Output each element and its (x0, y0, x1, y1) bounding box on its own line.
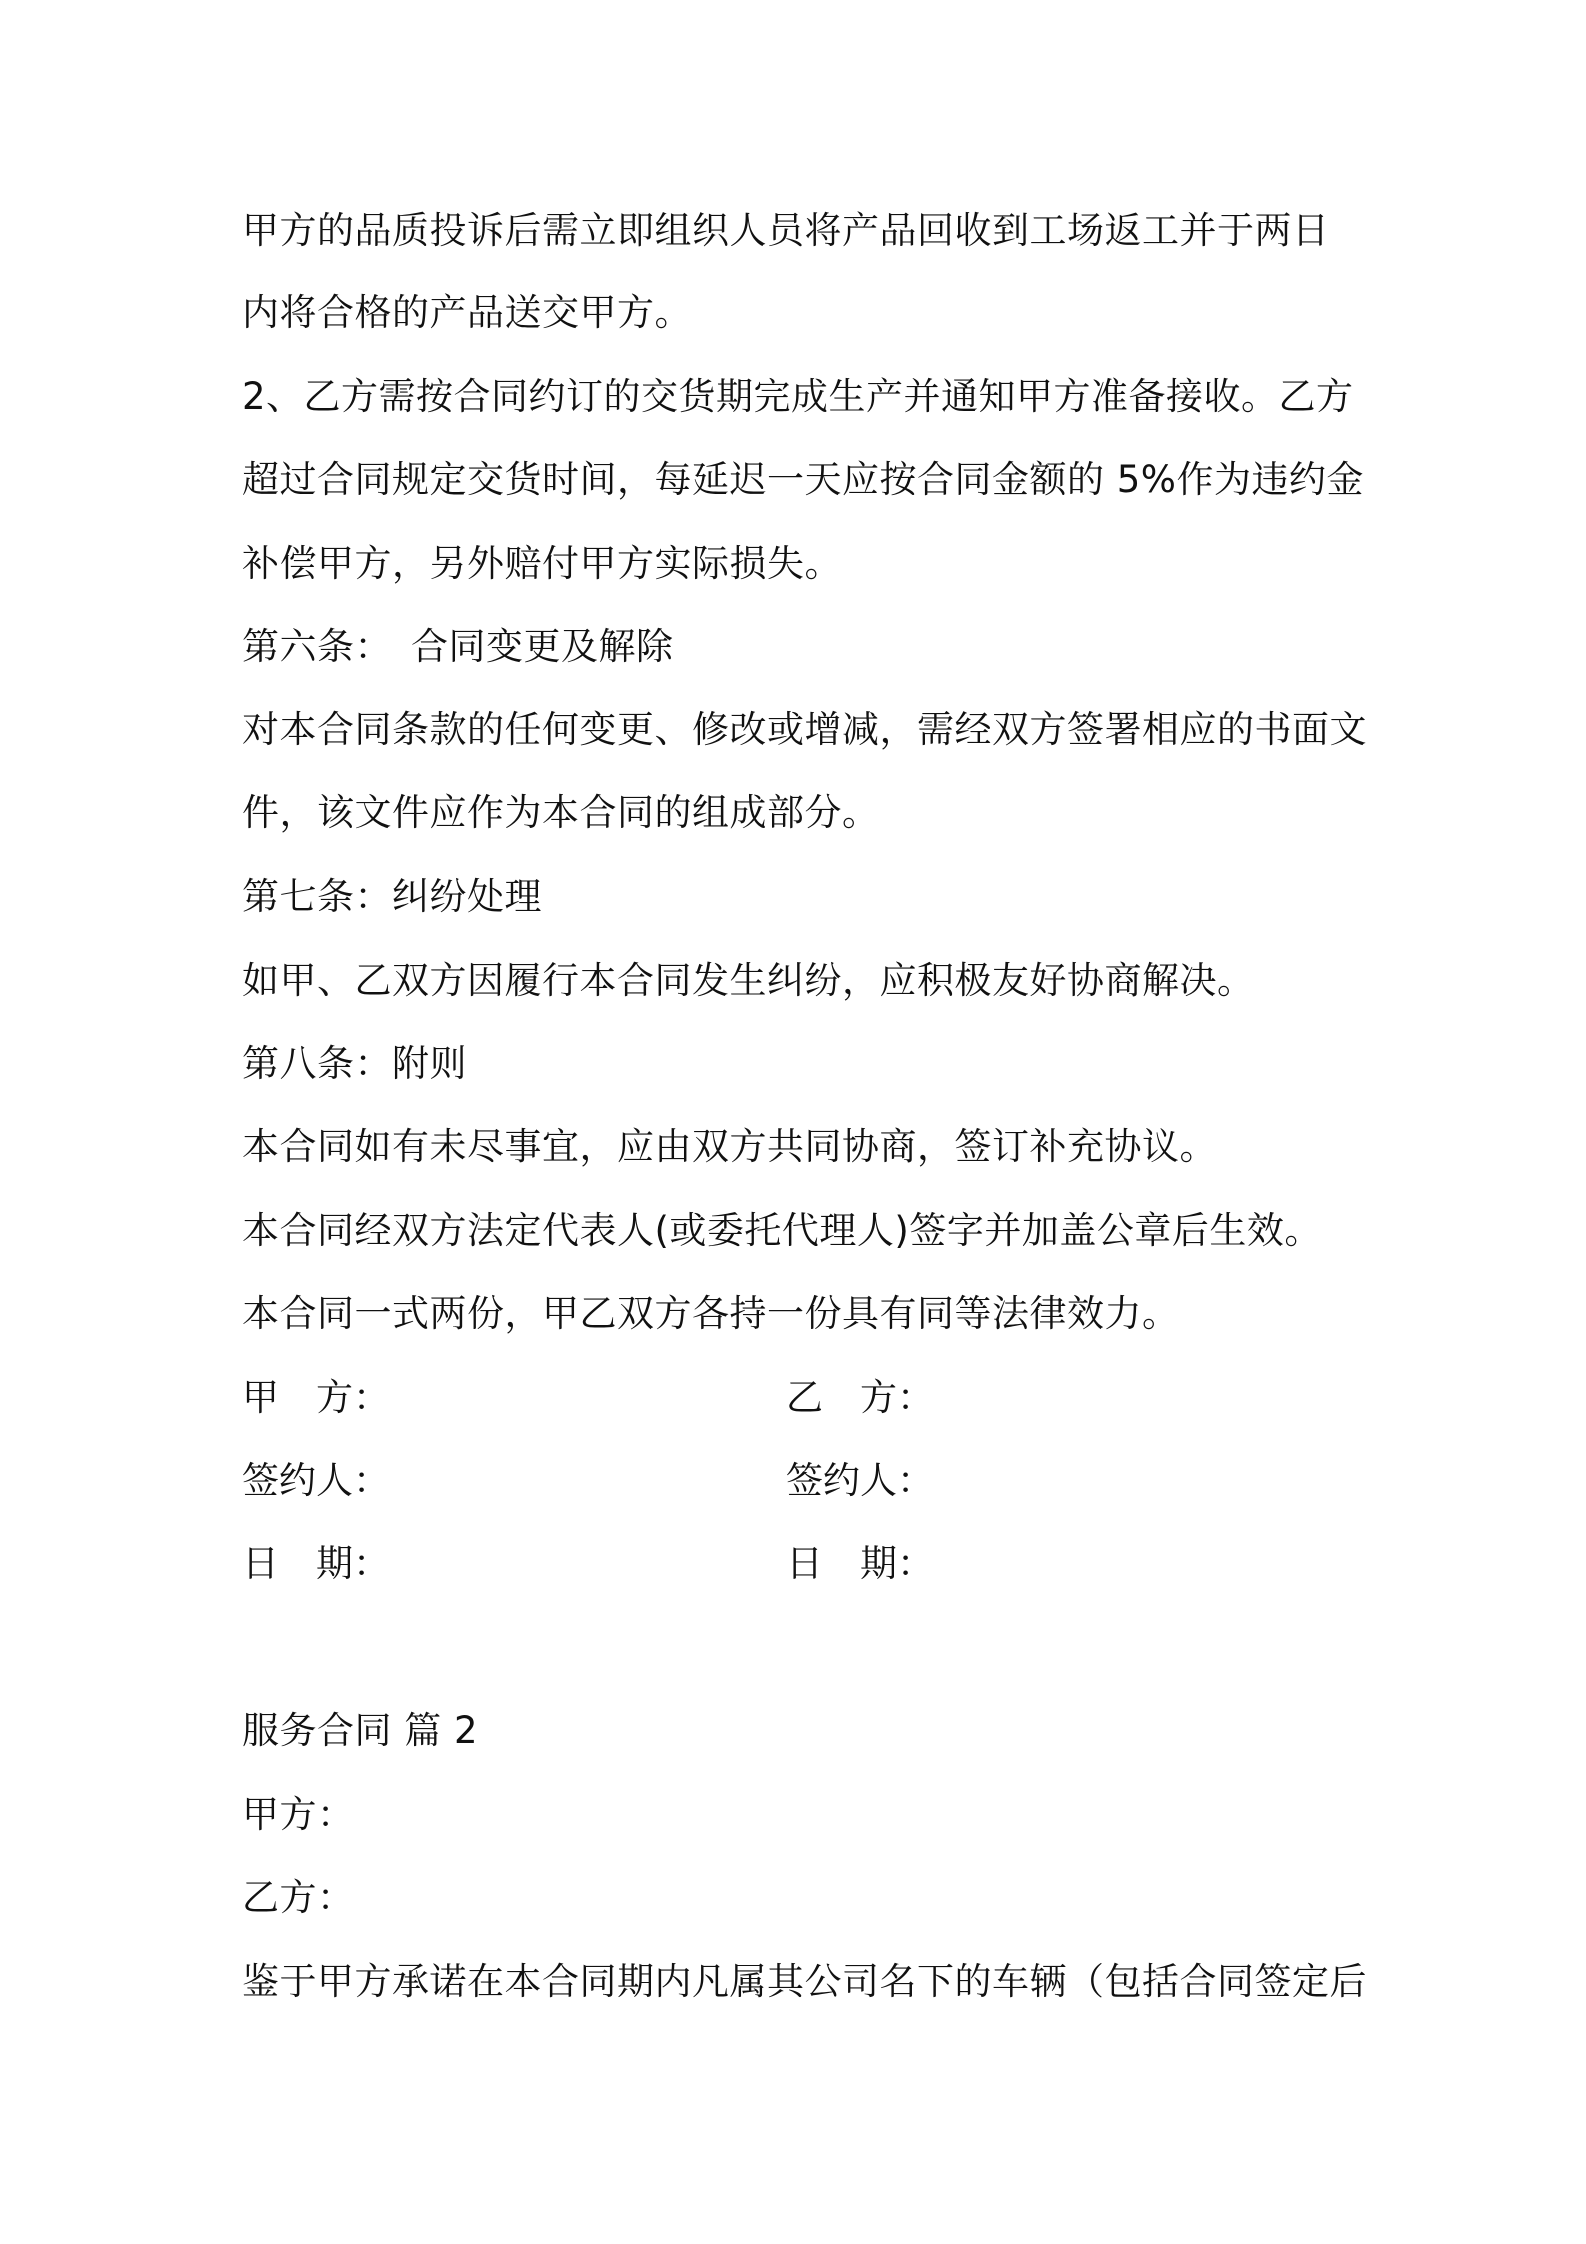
section-title: 服务合同 篇 2 (242, 1709, 479, 1752)
paragraph-line: 鉴于甲方承诺在本合同期内凡属其公司名下的车辆（包括合同签定后 (242, 1960, 1367, 2003)
party-b-label: 乙 方： (786, 1376, 934, 1419)
paragraph-line: 内将合格的产品送交甲方。 (242, 291, 692, 334)
article-heading: 第八条：附则 (242, 1042, 467, 1085)
signature-row-signer (242, 1457, 1362, 1505)
paragraph-line: 如甲、乙双方因履行本合同发生纠纷，应积极友好协商解决。 (242, 959, 1255, 1002)
paragraph-line: 本合同一式两份，甲乙双方各持一份具有同等法律效力。 (242, 1292, 1180, 1335)
date-b-label: 日 期： (786, 1542, 934, 1585)
paragraph-line: 对本合同条款的任何变更、修改或增减，需经双方签署相应的书面文 (242, 708, 1367, 751)
article-heading: 第七条：纠纷处理 (242, 875, 542, 918)
paragraph-line: 2、乙方需按合同约订的交货期完成生产并通知甲方准备接收。乙方 (242, 375, 1354, 418)
party-a-label: 甲 方： (242, 1376, 390, 1419)
signature-row-party (242, 1374, 1362, 1422)
paragraph-line: 甲方的品质投诉后需立即组织人员将产品回收到工场返工并于两日 (242, 209, 1330, 252)
paragraph-line: 补偿甲方，另外赔付甲方实际损失。 (242, 542, 842, 585)
paragraph-line: 超过合同规定交货时间，每延迟一天应按合同金额的 5%作为违约金 (242, 458, 1364, 501)
party-a-line: 甲方： (242, 1793, 355, 1836)
paragraph-line: 本合同如有未尽事宜，应由双方共同协商，签订补充协议。 (242, 1125, 1217, 1168)
date-a-label: 日 期： (242, 1542, 390, 1585)
signer-a-label: 签约人： (242, 1459, 390, 1502)
signature-row-date (242, 1540, 1362, 1588)
paragraph-line: 本合同经双方法定代表人(或委托代理人)签字并加盖公章后生效。 (242, 1209, 1322, 1252)
party-b-line: 乙方： (242, 1876, 355, 1919)
signer-b-label: 签约人： (786, 1459, 934, 1502)
paragraph-line: 件，该文件应作为本合同的组成部分。 (242, 791, 880, 834)
article-heading: 第六条： 合同变更及解除 (242, 625, 674, 668)
